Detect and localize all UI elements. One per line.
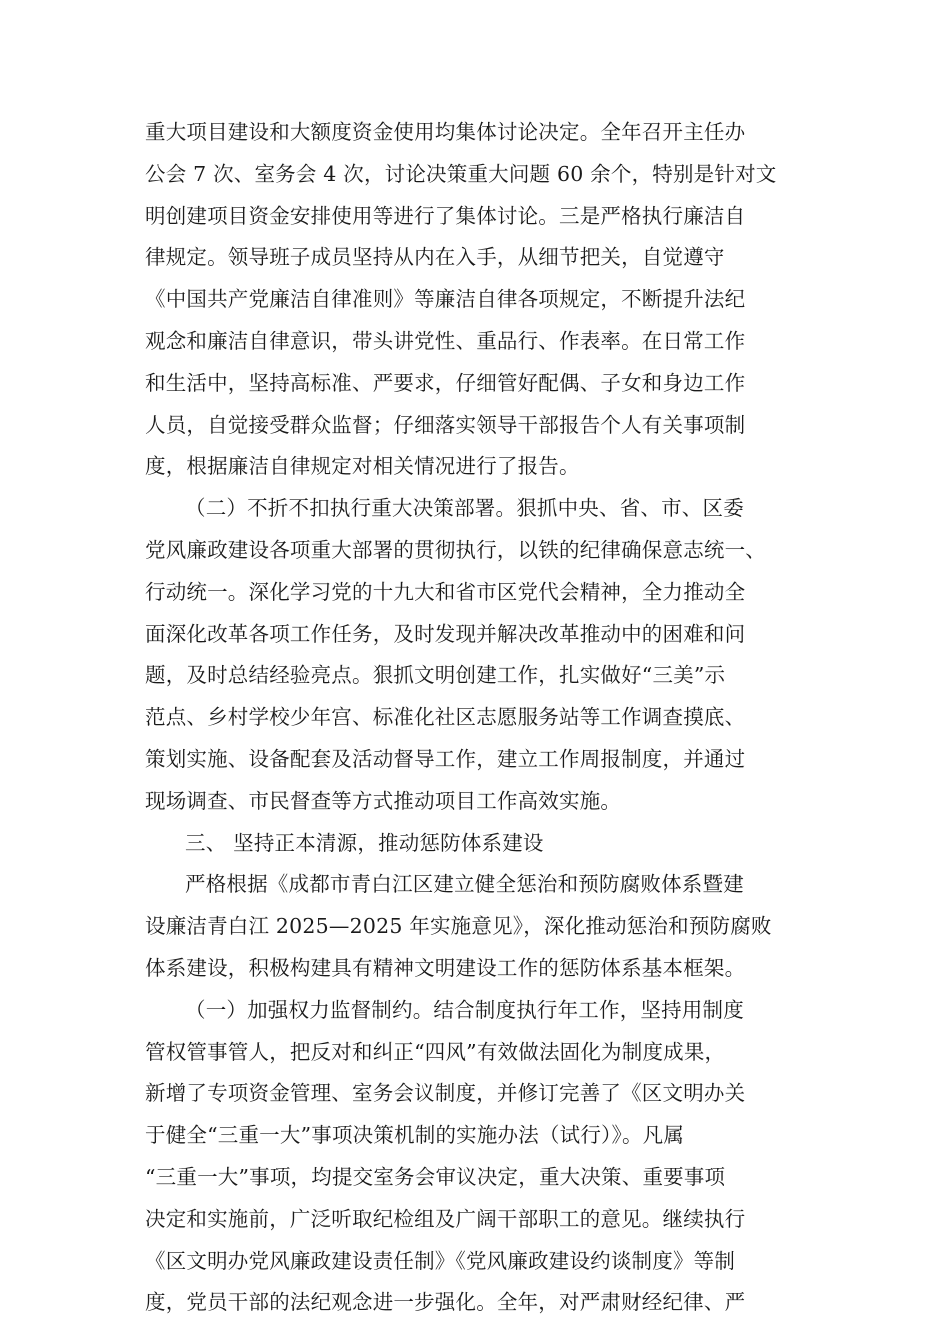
paragraph-line: 范点、乡村学校少年宫、标准化社区志愿服务站等工作调查摸底、 (145, 705, 746, 729)
paragraph-line: 党风廉政建设各项重大部署的贯彻执行，以铁的纪律确保意志统一、 (145, 538, 766, 562)
paragraph-line: 面深化改革各项工作任务，及时发现并解决改革推动中的困难和问 (145, 622, 746, 646)
paragraph-line: 和生活中，坚持高标准、严要求，仔细管好配偶、子女和身边工作 (145, 371, 746, 395)
paragraph-line: 题，及时总结经验亮点。狠抓文明创建工作，扎实做好“三美”示 (145, 663, 726, 687)
paragraph-line: “三重一大”事项，均提交室务会审议决定，重大决策、重要事项 (145, 1165, 726, 1189)
paragraph-line: 律规定。领导班子成员坚持从内在入手，从细节把关，自觉遵守 (145, 245, 725, 269)
paragraph-line: 新增了专项资金管理、室务会议制度，并修订完善了《区文明办关 (145, 1081, 746, 1105)
paragraph-line: 《区文明办党风廉政建设责任制》《党风廉政建设约谈制度》等制 (145, 1249, 736, 1273)
paragraph-line: 明创建项目资金安排使用等进行了集体讨论。三是严格执行廉洁自 (145, 204, 746, 228)
paragraph-line: 观念和廉洁自律意识，带头讲党性、重品行、作表率。在日常工作 (145, 329, 746, 353)
paragraph-line: 重大项目建设和大额度资金使用均集体讨论决定。全年召开主任办 (145, 120, 746, 144)
paragraph-line: 人员，自觉接受群众监督；仔细落实领导干部报告个人有关事项制 (145, 413, 746, 437)
paragraph-line: 公会 7 次、室务会 4 次，讨论决策重大问题 60 余个，特别是针对文 (145, 162, 777, 186)
paragraph-line: 行动统一。深化学习党的十九大和省市区党代会精神，全力推动全 (145, 580, 746, 604)
paragraph-line: 《中国共产党廉洁自律准则》等廉洁自律各项规定，不断提升法纪 (145, 287, 746, 311)
paragraph-line: 度，党员干部的法纪观念进一步强化。全年，对严肃财经纪律、严 (145, 1290, 746, 1314)
paragraph-line: 设廉洁青白江 2025—2025 年实施意见》，深化推动惩治和预防腐败 (145, 914, 772, 938)
section-heading: 三、 坚持正本清源，推动惩防体系建设 (185, 831, 544, 855)
paragraph-line: 决定和实施前，广泛听取纪检组及广阔干部职工的意见。继续执行 (145, 1207, 746, 1231)
paragraph-line: 策划实施、设备配套及活动督导工作，建立工作周报制度，并通过 (145, 747, 746, 771)
paragraph-line: 现场调查、市民督查等方式推动项目工作高效实施。 (145, 789, 622, 813)
paragraph-line: 度，根据廉洁自律规定对相关情况进行了报告。 (145, 454, 580, 478)
paragraph-line: 管权管事管人，把反对和纠正“四风”有效做法固化为制度成果， (145, 1040, 726, 1064)
paragraph-line: 严格根据《成都市青白江区建立健全惩治和预防腐败体系暨建 (185, 872, 744, 896)
paragraph-line: 体系建设，积极构建具有精神文明建设工作的惩防体系基本框架。 (145, 956, 746, 980)
paragraph-line: （二）不折不扣执行重大决策部署。狠抓中央、省、市、区委 (185, 496, 744, 520)
paragraph-line: 于健全“三重一大”事项决策机制的实施办法（试行）》。凡属 (145, 1123, 685, 1147)
paragraph-line: （一）加强权力监督制约。结合制度执行年工作，坚持用制度 (185, 998, 744, 1022)
